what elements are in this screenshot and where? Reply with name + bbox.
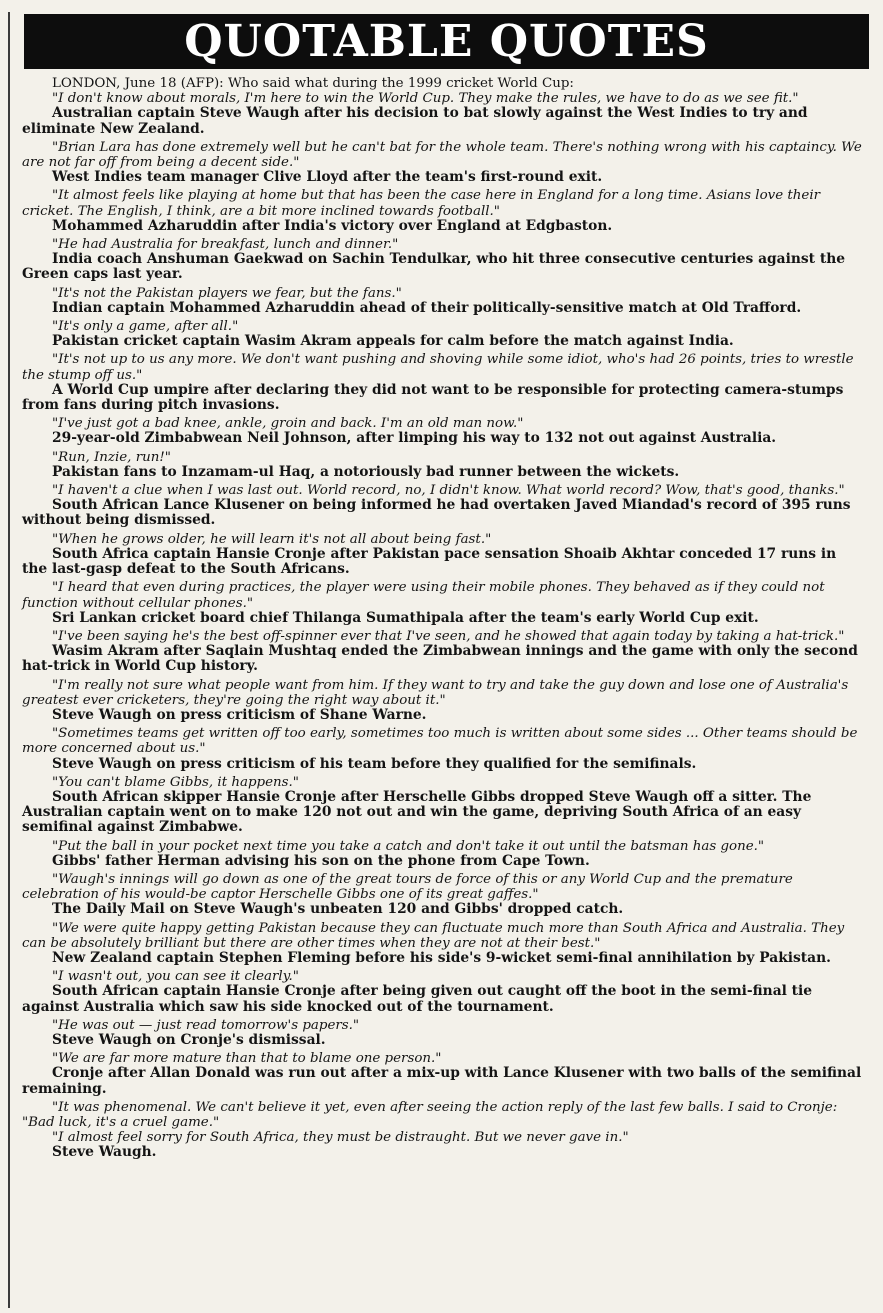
quote-text: "He was out — just read tomorrow's papers.": [52, 1017, 360, 1033]
quote-attribution: Australian captain Steve Waugh after his decision to bat slowly against the West Indies to try and eliminate New Zealand.: [22, 105, 808, 137]
quote-attribution: South African captain Hansie Cronje after being given out caught off the boot in the semi-final tie against Australia which saw his side knocked out of the tournament.: [22, 983, 813, 1015]
quote-attribution: South African Lance Klusener on being informed he had overtaken Javed Miandad's record of 395 runs without being dismissed.: [22, 497, 851, 529]
quote-text: "He had Australia for breakfast, lunch and dinner.": [52, 237, 399, 253]
masthead: [24, 14, 869, 69]
quote-attribution: Cronje after Allan Donald was run out after a mix-up with Lance Klusener with two balls of the semifinal remaining.: [22, 1065, 862, 1097]
quote-entry: [22, 91, 862, 137]
quote-entry: [22, 839, 862, 869]
quote-attribution: A World Cup umpire after declaring they did not want to be responsible for protecting camera-stumps from fans during pitch invasions.: [22, 381, 844, 414]
quote-entry: [22, 140, 862, 186]
quote-attribution: South Africa captain Hansie Cronje after Pakistan pace sensation Shoaib Akhtar conceded 17 runs in the last-gasp defeat to the South Africans.: [22, 545, 837, 578]
quote-entry: [22, 872, 862, 918]
quote-text: "I've been saying he's the best off-spinner ever that I've seen, and he showed that again today by taking a hat-trick.": [52, 628, 845, 644]
quote-attribution: 29-year-old Zimbabwean Neil Johnson, after limping his way to 132 not out against Australia.: [52, 430, 777, 447]
quote-text: "It almost feels like playing at home but that has been the case here in England for a long time. Asians love their cricket. The English, I think, are a bit more inclined towards football.": [22, 188, 821, 219]
column-rule: [8, 12, 10, 1308]
quote-text: "I heard that even during practices, the player were using their mobile phones. They behaved as if they could not function without cellular phones.": [22, 580, 825, 611]
quote-text: "Waugh's innings will go down as one of the great tours de force of this or any World Cup and the premature celebration of his would-be captor Herschelle Gibbs one of its great gaffes.": [22, 871, 793, 903]
quote-attribution: Pakistan fans to Inzamam-ul Haq, a notoriously bad runner between the wickets.: [52, 463, 680, 480]
quote-text: "It's not up to us any more. We don't want pushing and shoving while some idiot, who's had 26 points, tries to wrestle the stump off us.": [22, 352, 854, 383]
quote-entry: [22, 483, 862, 529]
quote-attribution: Steve Waugh on Cronje's dismissal.: [52, 1031, 326, 1048]
quote-entry: [22, 678, 862, 724]
quote-entry: [22, 629, 862, 675]
quote-entry: [22, 319, 862, 349]
quote-entry: [22, 1018, 862, 1048]
quote-text: "Sometimes teams get written off too early, sometimes too much is written about some sides ... Other teams should be more concerned about us.": [22, 726, 858, 757]
quote-attribution: Indian captain Mohammed Azharuddin ahead of their politically-sensitive match at Old Trafford.: [52, 299, 802, 316]
quote-entry: [22, 1130, 862, 1160]
quote-attribution: The Daily Mail on Steve Waugh's unbeaten 120 and Gibbs' dropped catch.: [52, 901, 624, 918]
quote-attribution: Wasim Akram after Saqlain Mushtaq ended the Zimbabwean innings and the game with only the second hat-trick in World Cup history.: [22, 643, 858, 675]
quote-entry: [22, 969, 862, 1015]
quote-attribution: Mohammed Azharuddin after India's victory over England at Edgbaston.: [52, 217, 613, 234]
article-body: [22, 76, 862, 1164]
quote-entry: [22, 775, 862, 836]
quote-text: "We are far more mature than that to blame one person.": [52, 1051, 442, 1067]
masthead-title: QUOTABLE QUOTES: [184, 15, 709, 67]
quote-text: "I've just got a bad knee, ankle, groin and back. I'm an old man now.": [52, 416, 524, 432]
quote-entry: [22, 580, 862, 626]
quote-attribution: New Zealand captain Stephen Fleming before his side's 9-wicket semi-final annihilation by Pakistan.: [52, 949, 831, 966]
quote-attribution: Steve Waugh.: [52, 1144, 157, 1161]
quote-attribution: Sri Lankan cricket board chief Thilanga Sumathipala after the team's early World Cup exit.: [52, 609, 759, 626]
quote-text: "Brian Lara has done extremely well but he can't bat for the whole team. There's nothing wrong with his captaincy. We are not far off from being a decent side.": [22, 139, 862, 171]
quote-entry: [22, 188, 862, 234]
quote-entry: [22, 352, 862, 413]
quote-attribution: Pakistan cricket captain Wasim Akram appeals for calm before the match against India.: [52, 333, 734, 350]
quote-entry: [22, 532, 862, 578]
quote-text: "I haven't a clue when I was last out. World record, no, I didn't know. What world record? Wow, that's good, thanks.": [52, 483, 845, 499]
quote-text: "I wasn't out, you can see it clearly.": [52, 969, 299, 985]
quote-entry: [22, 1051, 862, 1097]
quote-attribution: West Indies team manager Clive Lloyd after the team's first-round exit.: [52, 169, 603, 186]
quote-text: "Run, Inzie, run!": [52, 449, 171, 465]
quote-attribution: Steve Waugh on press criticism of his team before they qualified for the semifinals.: [52, 755, 697, 772]
dateline: LONDON, June 18 (AFP): Who said what during the 1999 cricket World Cup:: [52, 76, 574, 91]
quote-attribution: South African skipper Hansie Cronje after Herschelle Gibbs dropped Steve Waugh off a sitter. The Australian captain went on to make 120 not out and win the game, depriving South Africa of an easy semifinal against Zimbabwe.: [22, 788, 812, 836]
quote-text: "Put the ball in your pocket next time you take a catch and don't take it out until the batsman has gone.": [52, 838, 765, 854]
quote-attribution: Steve Waugh on press criticism of Shane Warne.: [52, 706, 427, 723]
quote-text: "I almost feel sorry for South Africa, they must be distraught. But we never gave in.": [52, 1130, 629, 1146]
quote-entry: [22, 237, 862, 283]
quote-text: "When he grows older, he will learn it's not all about being fast.": [52, 531, 492, 547]
quote-entry: [22, 416, 862, 446]
quote-text: "It was phenomenal. We can't believe it yet, even after seeing the action reply of the last few balls. I said to Cronje: "Bad luck, it's a cruel game.": [22, 1099, 838, 1130]
quote-text: "You can't blame Gibbs, it happens.": [52, 774, 299, 790]
quote-attribution: Gibbs' father Herman advising his son on the phone from Cape Town.: [52, 852, 590, 869]
quote-text: "I don't know about morals, I'm here to win the World Cup. They make the rules, we have to do as we see fit.": [52, 91, 799, 107]
quote-entry: [22, 921, 862, 967]
quote-text: "We were quite happy getting Pakistan because they can fluctuate much more than South Africa and Australia. They can be absolutely brilliant but there are other times when they are not at their best.": [22, 920, 845, 951]
quote-entry: [22, 1100, 862, 1130]
quote-attribution: India coach Anshuman Gaekwad on Sachin Tendulkar, who hit three consecutive centuries against the Green caps last year.: [22, 251, 846, 283]
quote-entry: [22, 286, 862, 316]
quote-entry: [22, 450, 862, 480]
quote-text: "I'm really not sure what people want from him. If they want to try and take the guy down and lose one of Australia's greatest ever cricketers, they're going the right way about it.": [22, 677, 849, 708]
quote-text: "It's not the Pakistan players we fear, but the fans.": [52, 285, 402, 301]
quote-text: "It's only a game, after all.": [52, 319, 239, 335]
quote-entry: [22, 726, 862, 772]
